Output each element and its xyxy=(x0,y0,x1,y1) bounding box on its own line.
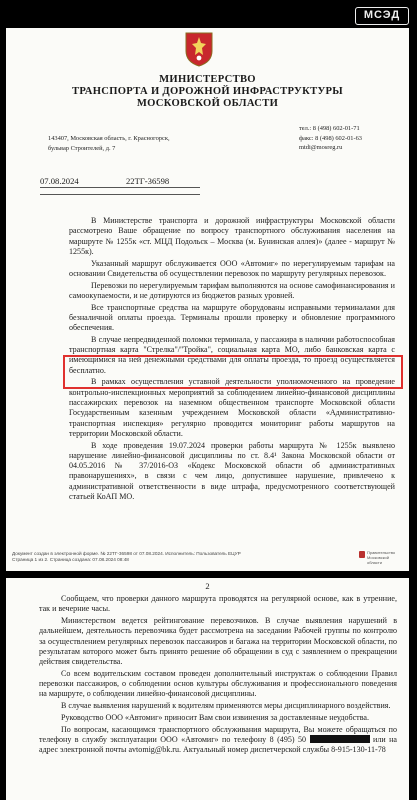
paragraph xyxy=(39,725,397,756)
paragraph: В случае выявления нарушений к водителям применяются меры дисциплинарного воздействия. xyxy=(61,701,391,711)
letter-number: 22ТГ-36598 xyxy=(126,176,170,186)
paragraph: Со всем водительским составом проведен дополнительный инструктаж о соблюдении Правил перевозки пассажиров, о соблюдении основ культуры обслуживания и профессионального поведения на маршруте, о соблюдении линейно-финансовой дисциплины. xyxy=(39,668,397,699)
msed-badge: МСЭД xyxy=(355,7,409,25)
address-line: бульвар Строителей, д. 7 xyxy=(48,144,116,152)
paragraph: Руководство ООО «Автомиг» приносит Вам свои извинения за доставленные неудобства. xyxy=(61,712,369,722)
paragraph: Сообщаем, что проверки данного маршрута проводятся на регулярной основе, как в утренние, так и вечерние часы. xyxy=(39,594,397,614)
redaction-bar xyxy=(310,735,370,743)
postal-address xyxy=(48,134,170,153)
paragraph: Министерством ведется рейтингование перевозчиков. В случае выявления нарушений в дальнейшем, деятельность перевозчика будет рассмотрена на заседании Рабочей группы по контролю за осуществлением регулярных перевозок пассажиров и багажа на территории Московской области, по результатам которого может быть принято решение об обращении в суд с заявлением о прекращении действия свидетельства. xyxy=(39,615,397,667)
contact-text-end: или на адрес электронной почты avtomig@bk.ru. Актуальный номер диспетчерской службы 8-915-130-11-78 xyxy=(39,734,397,755)
logo-text: Правительство Московской области xyxy=(367,550,396,565)
footer-line: Документ создан в электронной форме. № 22ТГ-36598 от 07.08.2024. Исполнитель: Пользователь ЕЦУР xyxy=(12,551,241,556)
letter-page-1 xyxy=(6,28,409,571)
paragraph: В рамках осуществления уставной деятельности уполномоченного на проведение контрольно-инспекционных мероприятий за соблюдением линейно-финансовой дисциплины пассажирских перевозок на наземном общественном транспорте Московской области Государственным казенным учреждением Московской области «Административно-транспортная инспекция» регулярно проводится мониторинг работы маршрутов на территории Московской области. xyxy=(69,377,395,438)
paragraph: Перевозки по нерегулируемым тарифам выполняются на основе самофинансирования и самоокупаемости, и не дотируются из бюджетов разных уровней. xyxy=(69,280,395,300)
paragraph: В случае непредвиденной поломки терминала, у пассажира в наличии работоспособная транспортная карта "Стрелка"/"Тройка", социальная карта МО, либо банковская карта с имеющимися на ней денежными средствами для оплаты проезда, то проезд осуществляется бесплатно. xyxy=(69,334,395,375)
email: mtdi@mosreg.ru xyxy=(299,144,343,151)
document-footer xyxy=(12,551,392,563)
divider xyxy=(40,194,200,195)
ministry-title xyxy=(66,74,349,110)
divider xyxy=(40,187,200,188)
paragraph: В Министерстве транспорта и дорожной инфраструктуры Московской области рассмотрено Ваше обращение по вопросу транспортного обслуживания населения на маршруте № 1255к «ст. МЦД Подольск – Москва (м. Бунинская аллея)» (далее - маршрут № 1255к). xyxy=(69,216,395,256)
ministry-title-line: МИНИСТЕРСТВО xyxy=(159,74,256,85)
highlighted-paragraph: Все транспортные средства на маршруте оборудованы исправными терминалами для безналичной оплаты проезда. Терминалы прошли проверку и обновление программного обеспечения. xyxy=(69,302,395,333)
coat-of-arms-icon xyxy=(184,31,214,67)
letter-body-page-2 xyxy=(39,594,397,757)
red-highlight-box xyxy=(63,355,403,389)
phone: тел.: 8 (498) 602-01-71 xyxy=(299,125,360,132)
fax: факс: 8 (498) 602-01-63 xyxy=(299,134,362,142)
paragraph: Указанный маршрут обслуживается ООО «Автомиг» по нерегулируемым тарифам на основании Свидетельства об осуществлении перевозок по маршруту регулярных перевозок. xyxy=(69,258,395,278)
letter-date: 07.08.2024 xyxy=(40,176,79,186)
paragraph: В ходе проведения 19.07.2024 проверки работы маршрута № 1255к выявлено нарушение линейно-финансовой дисциплины по ст. 8.4¹ Закона Московской области от 04.05.2016 № 37/2016-ОЗ «Кодекс Московской области об административных правонарушениях», в связи с чем лицо, допустившее нарушение, привлечено к административной ответственности в виде штрафа, предусмотренного соответствующей статьей КоАП МО. xyxy=(69,440,395,502)
ministry-title-line: МОСКОВСКОЙ ОБЛАСТИ xyxy=(136,98,279,109)
address-line: 143407, Московская область, г. Красногорск, xyxy=(48,135,170,142)
page-number: 2 xyxy=(205,581,210,591)
letter-page-2 xyxy=(6,578,409,800)
footer-line: Страница 1 из 2. Страница создана: 07.08.2024 08:48 xyxy=(12,557,129,562)
contact-info xyxy=(299,124,391,153)
ministry-title-line: ТРАНСПОРТА И ДОРОЖНОЙ ИНФРАСТРУКТУРЫ xyxy=(72,86,343,97)
contact-text-start: По вопросам, касающимся транспортного обслуживания маршрута, Вы можете обращаться по телефону в службу эксплуатации ООО «Автомиг» по телефону 8 (495) 50 xyxy=(39,724,397,744)
logo-icon xyxy=(359,551,365,558)
government-logo xyxy=(359,550,403,565)
top-bar xyxy=(0,0,417,30)
